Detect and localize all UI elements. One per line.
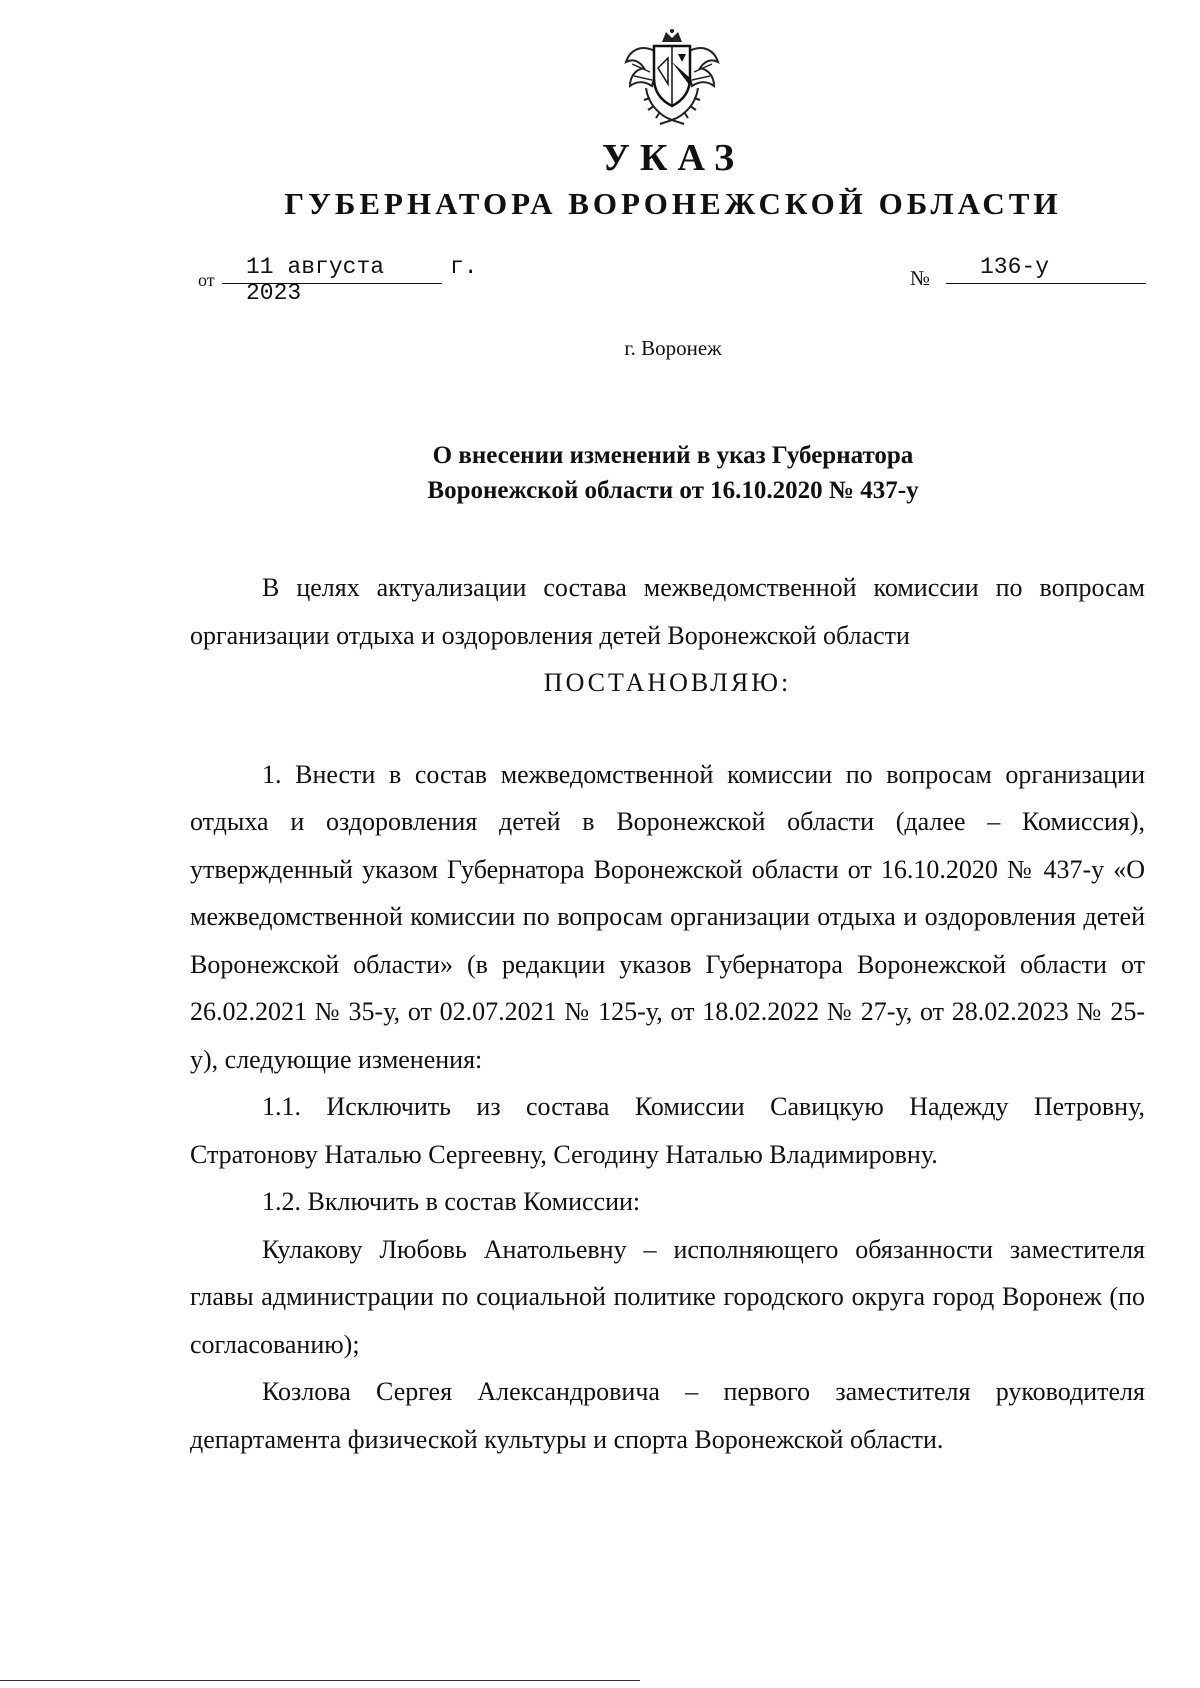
subject-line-1: О внесении изменений в указ Губернатора: [432, 442, 914, 469]
date-number-row: [0, 252, 1200, 306]
item-1-2-paragraph: 1.2. Включить в состав Комиссии:: [262, 1187, 641, 1216]
person-1-paragraph: Кулакову Любовь Анатольевну – исполняющего обязанности заместителя главы администрации по социальной политике городского округа город Воронеж (по согласованию);: [190, 1234, 1145, 1359]
date-value: 11 августа 2023: [222, 254, 442, 284]
document-body: [190, 564, 1145, 1463]
preamble-paragraph: В целях актуализации состава межведомственной комиссии по вопросам организации отдыха и оздоровления детей Воронежской области: [190, 573, 1145, 650]
decree-word: ПОСТАНОВЛЯЮ:: [543, 668, 792, 697]
coat-of-arms-icon: [620, 28, 724, 132]
coat-of-arms-emblem: [620, 28, 724, 132]
item-1-paragraph: 1. Внести в состав межведомственной комиссии по вопросам организации отдыха и оздоровления детей в Воронежской области (далее – Комиссия), утвержденный указом Губернатора Воронежской области от 16.10.2020 № 437-у «О межведомственной комиссии по вопросам организации отдыха и оздоровления детей Воронежской области» (в редакции указов Губернатора Воронежской области от 26.02.2021 № 35-у, от 02.07.2021 № 125-у, от 18.02.2022 № 27-у, от 28.02.2023 № 25-у), следующие изменения:: [190, 759, 1145, 1074]
document-title: УКАЗ: [602, 137, 744, 179]
date-label: от: [198, 270, 215, 290]
document-subtitle: ГУБЕРНАТОРА ВОРОНЕЖСКОЙ ОБЛАСТИ: [284, 186, 1062, 221]
item-1-1-paragraph: 1.1. Исключить из состава Комиссии Савицкую Надежду Петровну, Стратонову Наталью Сергеевну, Сегодину Наталью Владимировну.: [190, 1092, 1145, 1169]
city-line: г. Воронеж: [624, 336, 722, 360]
number-value: 136-у: [946, 254, 1146, 284]
page-bottom-rule: [0, 1680, 640, 1681]
document-subject: [0, 438, 1200, 508]
person-2-paragraph: Козлова Сергея Александровича – первого заместителя руководителя департамента физической культуры и спорта Воронежской области.: [190, 1377, 1145, 1454]
date-suffix: г.: [450, 254, 478, 280]
subject-line-2: Воронежской области от 16.10.2020 № 437-у: [427, 477, 919, 504]
number-label: №: [910, 266, 931, 290]
